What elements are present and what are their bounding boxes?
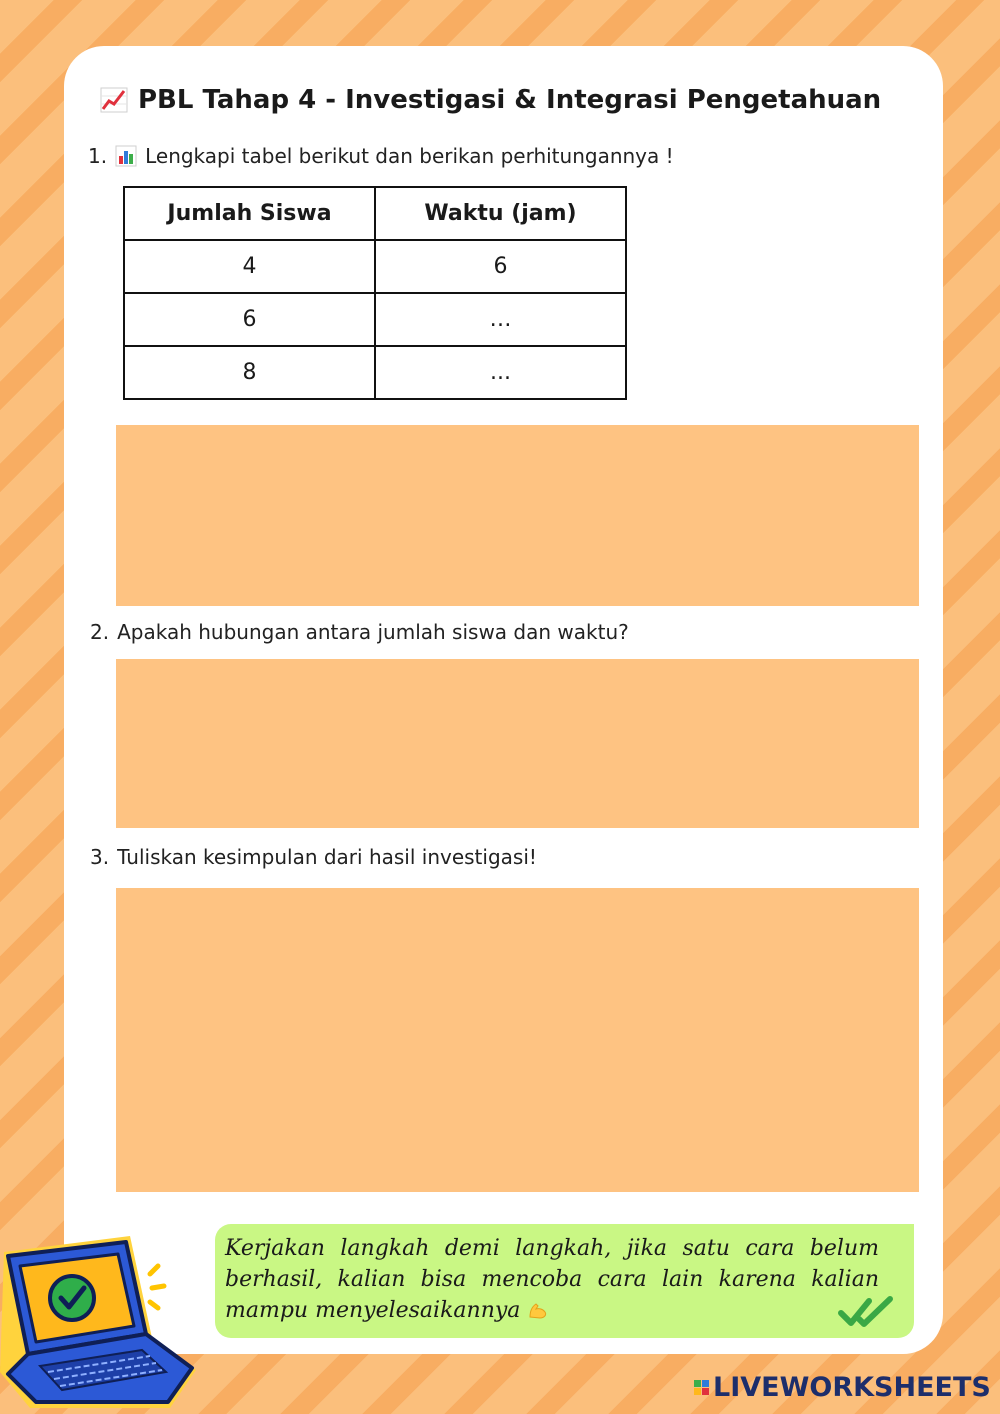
question-3 xyxy=(90,845,537,869)
table-header: Jumlah Siswa xyxy=(124,187,375,240)
question-text: Tuliskan kesimpulan dari hasil investigasi! xyxy=(117,845,537,869)
motivation-message: Kerjakan langkah demi langkah, jika satu cara belum berhasil, kalian bisa mencoba cara lain karena kalian mampu menyelesaikannya xyxy=(225,1236,879,1323)
page-title xyxy=(100,80,920,120)
table-row xyxy=(124,346,626,399)
table-row xyxy=(124,293,626,346)
motivation-text xyxy=(225,1233,879,1326)
table-cell: 4 xyxy=(124,240,375,293)
laptop-check-icon xyxy=(0,1222,200,1414)
table-cell[interactable]: … xyxy=(375,293,626,346)
answer-box-3[interactable] xyxy=(116,888,919,1192)
table-header-row xyxy=(124,187,626,240)
question-2 xyxy=(90,620,629,644)
table-cell: 6 xyxy=(124,293,375,346)
question-1 xyxy=(88,144,674,168)
table-cell[interactable]: ... xyxy=(375,346,626,399)
question-number: 3. xyxy=(90,845,110,869)
table-cell[interactable]: 6 xyxy=(375,240,626,293)
data-table xyxy=(123,186,627,400)
answer-box-2[interactable] xyxy=(116,659,919,828)
bar-chart-icon xyxy=(115,145,137,167)
question-number: 1. xyxy=(88,144,108,168)
answer-box-1[interactable] xyxy=(116,425,919,606)
liveworksheets-brand[interactable] xyxy=(694,1372,991,1403)
liveworksheets-logo-icon xyxy=(694,1380,709,1395)
title-text: PBL Tahap 4 - Investigasi & Integrasi Pengetahuan xyxy=(138,85,882,115)
brand-text: LIVEWORKSHEETS xyxy=(713,1372,991,1403)
question-text: Apakah hubungan antara jumlah siswa dan waktu? xyxy=(117,620,629,644)
table-header: Waktu (jam) xyxy=(375,187,626,240)
question-number: 2. xyxy=(90,620,110,644)
question-text: Lengkapi tabel berikut dan berikan perhitungannya ! xyxy=(145,144,674,168)
table-cell: 8 xyxy=(124,346,375,399)
flexed-biceps-icon xyxy=(527,1300,549,1320)
table-row xyxy=(124,240,626,293)
chart-increasing-icon xyxy=(100,87,128,113)
double-check-icon xyxy=(838,1295,896,1331)
